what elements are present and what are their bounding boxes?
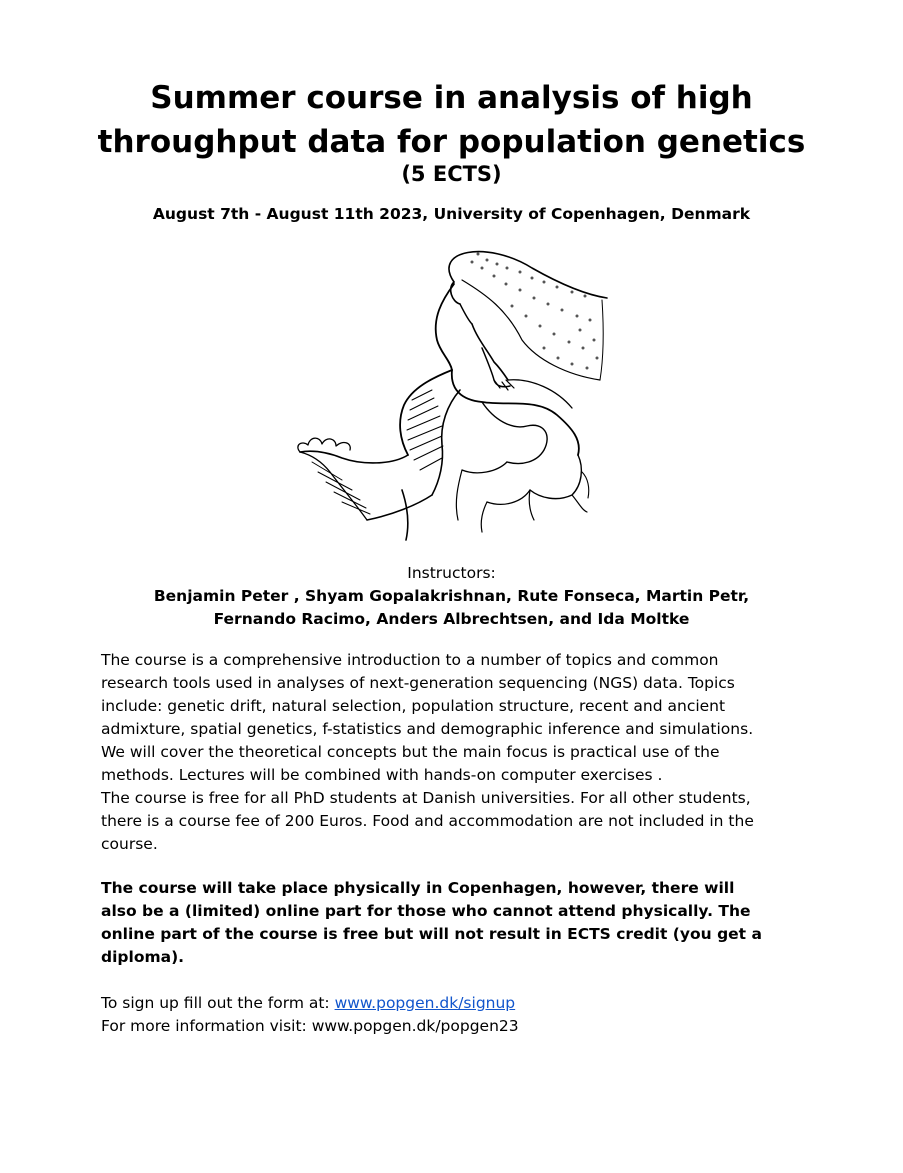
ects-credits: (5 ECTS) — [401, 162, 502, 186]
description-line: The course is a comprehensive introduction to a number of topics and common — [101, 651, 719, 669]
title-line-1: Summer course in analysis of high — [150, 80, 753, 116]
date-and-location: August 7th - August 11th 2023, University of Copenhagen, Denmark — [152, 205, 751, 223]
more-info-line: For more information visit: www.popgen.dk/popgen23 — [101, 1017, 519, 1035]
title-line-2: throughput data for population genetics — [97, 124, 806, 160]
little-mermaid-illustration — [282, 240, 622, 550]
signup-section — [101, 992, 821, 1038]
online-notice — [101, 877, 821, 969]
instructors-names-line-1: Benjamin Peter , Shyam Gopalakrishnan, Rute Fonseca, Martin Petr, — [153, 587, 750, 605]
description-line: We will cover the theoretical concepts but the main focus is practical use of the — [101, 743, 720, 761]
online-notice-line: diploma). — [101, 948, 185, 966]
instructors-names-line-2: Fernando Racimo, Anders Albrechtsen, and Ida Moltke — [213, 610, 690, 628]
description-line: research tools used in analyses of next-generation sequencing (NGS) data. Topics — [101, 674, 735, 692]
signup-line — [101, 992, 821, 1015]
mermaid-drawing-icon — [282, 240, 622, 550]
online-notice-line: The course will take place physically in Copenhagen, however, there will — [101, 879, 735, 897]
description-line: admixture, spatial genetics, f-statistics and demographic inference and simulations. — [101, 720, 754, 738]
online-notice-line: online part of the course is free but will not result in ECTS credit (you get a — [101, 925, 762, 943]
description-line: methods. Lectures will be combined with hands-on computer exercises . — [101, 766, 663, 784]
signup-link[interactable]: www.popgen.dk/signup — [334, 994, 516, 1012]
description-line: there is a course fee of 200 Euros. Food and accommodation are not included in the — [101, 812, 754, 830]
instructors-names — [110, 585, 793, 631]
instructors-label: Instructors: — [407, 564, 496, 582]
online-notice-line: also be a (limited) online part for those who cannot attend physically. The — [101, 902, 751, 920]
course-description — [101, 649, 821, 856]
description-line: The course is free for all PhD students at Danish universities. For all other students, — [101, 789, 751, 807]
page-title — [60, 76, 843, 164]
description-line: course. — [101, 835, 158, 853]
signup-prefix: To sign up fill out the form at: — [101, 994, 335, 1012]
description-line: include: genetic drift, natural selection, population structure, recent and ancient — [101, 697, 726, 715]
